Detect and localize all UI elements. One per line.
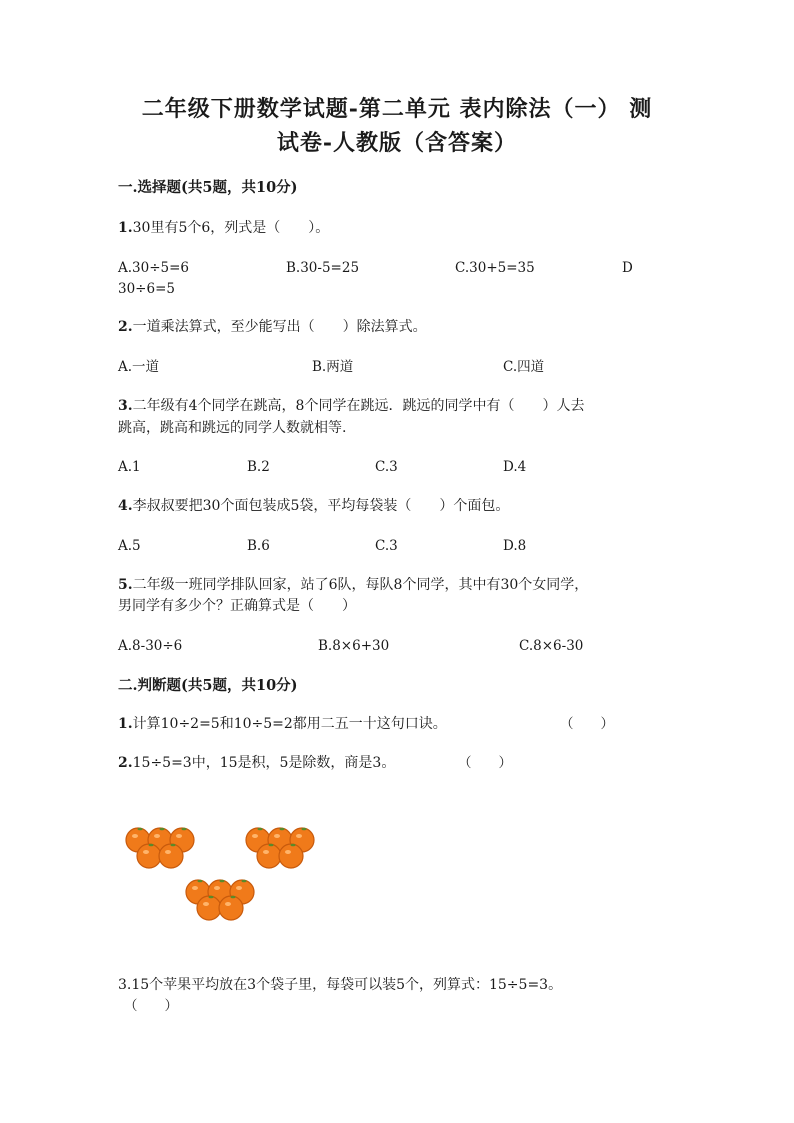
- option-c: C.30+5=35: [455, 260, 535, 276]
- option-a: A.1: [118, 459, 141, 475]
- question-1: [118, 218, 329, 238]
- question-text-line-1: 二年级有4个同学在跳高，8个同学在跳远．跳远的同学中有（ ）人去: [132, 398, 585, 414]
- section-heading-judge: 二.判断题(共5题，共10分): [118, 677, 298, 694]
- question-number: 1.: [118, 716, 133, 732]
- oranges-illustration: [120, 818, 342, 936]
- option-b: B.8×6+30: [318, 638, 390, 654]
- option-b: B.两道: [312, 359, 354, 375]
- judge-question-3: [118, 975, 562, 995]
- option-a: A.8-30÷6: [118, 638, 183, 654]
- question-number: 2.: [118, 755, 133, 771]
- orange-icon: [159, 844, 183, 868]
- question-text-line-1: 二年级一班同学排队回家，站了6队，每队8个同学，其中有30个女同学，: [132, 577, 589, 593]
- question-number: 2.: [118, 319, 133, 335]
- title-line-1: 二年级下册数学试题-第二单元 表内除法（一） 测: [141, 96, 653, 122]
- question-text: 计算10÷2=5和10÷5=2都用二五一十这句口诀。: [132, 716, 447, 732]
- section-heading-choice: 一.选择题(共5题，共10分): [118, 179, 298, 196]
- answer-parentheses: （ ）: [124, 998, 178, 1014]
- orange-group: [186, 880, 254, 920]
- orange-icon: [257, 844, 281, 868]
- option-c: C.8×6-30: [519, 638, 584, 654]
- question-5-line-2: 男同学有多少个？正确算式是（ ）: [118, 598, 356, 614]
- option-a: A.30÷5=6: [118, 260, 190, 276]
- option-b: B.30-5=25: [286, 260, 360, 276]
- question-number: 1.: [118, 220, 133, 236]
- question-number: 3.: [118, 398, 133, 414]
- orange-group: [246, 828, 314, 868]
- question-2: [118, 317, 427, 337]
- orange-icon: [219, 896, 243, 920]
- option-d-continued: 30÷6=5: [118, 281, 175, 297]
- option-a: A.5: [118, 538, 141, 554]
- question-number: 5.: [118, 577, 133, 593]
- question-4: [118, 496, 509, 516]
- option-c: C.3: [375, 538, 398, 554]
- question-number: 4.: [118, 498, 133, 514]
- question-text: 15÷5=3中，15是积，5是除数，商是3。: [132, 755, 396, 771]
- orange-icon: [197, 896, 221, 920]
- option-c: C.四道: [503, 359, 545, 375]
- option-c: C.3: [375, 459, 398, 475]
- option-b: B.6: [247, 538, 270, 554]
- orange-group: [126, 828, 194, 868]
- judge-question-1: [118, 714, 447, 734]
- orange-icon: [137, 844, 161, 868]
- question-text: 15个苹果平均放在3个袋子里，每袋可以装5个，列算式：15÷5=3。: [131, 977, 563, 993]
- question-text: 一道乘法算式，至少能写出（ ）除法算式。: [132, 319, 427, 335]
- question-text: 李叔叔要把30个面包装成5袋，平均每袋装（ ）个面包。: [132, 498, 510, 514]
- option-d: D: [622, 260, 633, 276]
- option-b: B.2: [247, 459, 270, 475]
- orange-icon: [279, 844, 303, 868]
- question-number: 3.: [118, 977, 132, 993]
- page-title: [110, 92, 684, 160]
- answer-parentheses: （ ）: [458, 755, 512, 771]
- question-5: [118, 575, 588, 595]
- judge-question-2: [118, 753, 395, 773]
- question-3: [118, 396, 584, 416]
- question-3-line-2: 跳高，跳高和跳远的同学人数就相等.: [118, 420, 347, 436]
- option-a: A.一道: [118, 359, 160, 375]
- title-line-2: 试卷-人教版（含答案）: [276, 130, 518, 156]
- answer-parentheses: （ ）: [560, 716, 614, 732]
- question-text: 30里有5个6，列式是（ ）。: [132, 220, 330, 236]
- oranges-image: [120, 818, 342, 936]
- option-d: D.4: [503, 459, 527, 475]
- option-d: D.8: [503, 538, 527, 554]
